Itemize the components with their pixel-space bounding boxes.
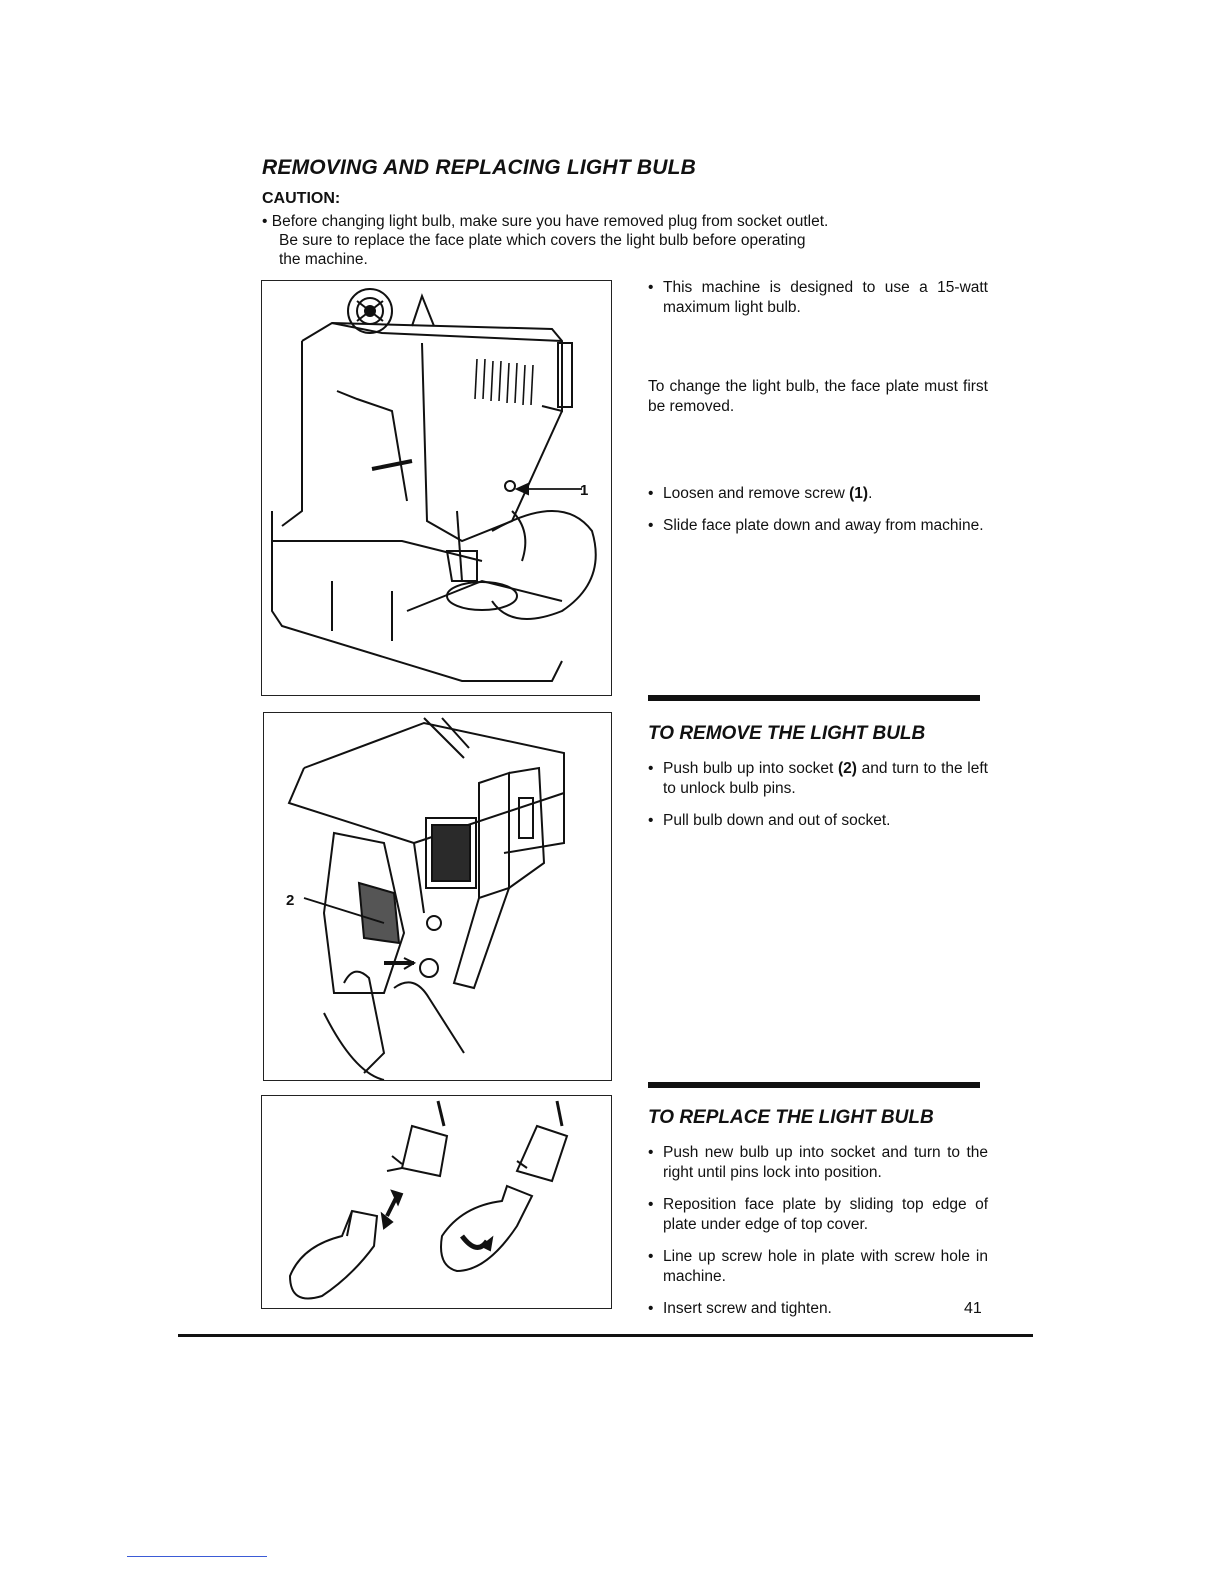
step-push-bulb (648, 759, 988, 799)
caution-line-3: the machine. (279, 251, 368, 268)
callout-2: 2 (286, 892, 295, 909)
step-pull-bulb: • Pull bulb down and out of socket. (648, 811, 988, 831)
caution-text (262, 212, 992, 269)
section-divider (648, 695, 980, 701)
step-insert-screw: • Insert screw and tighten. (648, 1299, 988, 1319)
remove-heading: TO REMOVE THE LIGHT BULB (648, 723, 926, 744)
caution-line-1: • Before changing light bulb, make sure you have removed plug from socket outlet. (262, 213, 829, 230)
caution-heading: CAUTION: (262, 190, 341, 207)
callout-1: 1 (580, 482, 589, 499)
step-reposition-plate: • Reposition face plate by sliding top edge of plate under edge of top cover. (648, 1195, 988, 1235)
step-text-end: and turn to the left to unlock bulb pins. (663, 760, 988, 797)
page-number: 41 (964, 1300, 982, 1317)
face-plate-steps (648, 484, 988, 548)
replace-bulb-illustration (262, 1096, 611, 1308)
intro-paragraph: To change the light bulb, the face plate must first be removed. (648, 378, 988, 415)
page-title: REMOVING AND REPLACING LIGHT BULB (262, 156, 696, 179)
replace-heading: TO REPLACE THE LIGHT BULB (648, 1107, 934, 1128)
sewing-machine-illustration (262, 281, 611, 695)
step-text: Loosen and remove screw (663, 485, 850, 502)
intro-bullet-wattage: • This machine is designed to use a 15-watt maximum light bulb. (648, 278, 988, 318)
step-slide-face-plate: • Slide face plate down and away from machine. (648, 516, 988, 536)
socket-ref: (2) (837, 760, 857, 777)
footer-link-underline (127, 1556, 267, 1557)
step-push-new-bulb: • Push new bulb up into socket and turn to the right until pins lock into position. (648, 1143, 988, 1183)
intro-section (648, 278, 988, 330)
page-bottom-rule (178, 1334, 1033, 1337)
remove-bulb-illustration (264, 713, 611, 1080)
replace-steps (648, 1143, 988, 1331)
screw-ref: (1) (849, 485, 869, 502)
step-text: Push bulb up into socket (663, 760, 838, 777)
step-line-up-hole: • Line up screw hole in plate with screw hole in machine. (648, 1247, 988, 1287)
figure-machine-face-plate (261, 280, 612, 696)
section-divider (648, 1082, 980, 1088)
figure-remove-bulb (263, 712, 612, 1081)
step-text-end: . (868, 485, 873, 502)
figure-replace-bulb (261, 1095, 612, 1309)
remove-steps (648, 759, 988, 843)
caution-line-2: Be sure to replace the face plate which covers the light bulb before operating (279, 232, 806, 249)
step-loosen-screw (648, 484, 988, 504)
